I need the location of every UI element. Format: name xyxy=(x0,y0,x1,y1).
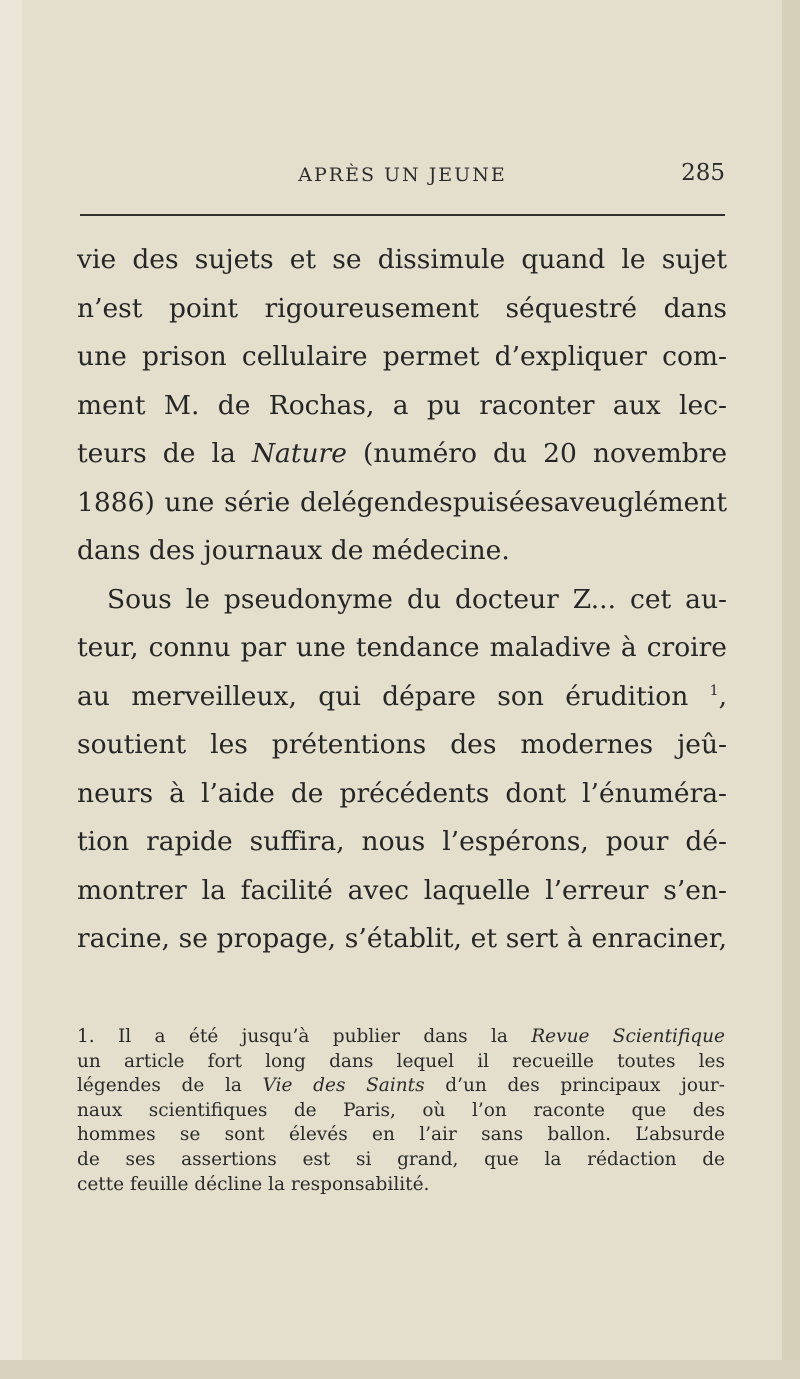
text-line: teur, connu par une tendance maladive à croire xyxy=(77,632,727,663)
text-fragment: d’un des principaux jour- xyxy=(424,1075,725,1097)
paragraph-end-line: dans des journaux de médecine. xyxy=(77,535,510,566)
text-line: n’est point rigoureusement séquestré dans xyxy=(77,292,727,324)
footnote-line: naux scientifiques de Paris, où l’on raconte que des xyxy=(77,1099,725,1121)
text-line: tion rapide suffira, nous l’espérons, pour dé- xyxy=(77,826,727,857)
text-line: neurs à l’aide de précédents dont l’énuméra- xyxy=(77,777,727,809)
text-fragment: 1. Il a été jusqu’à publier dans la xyxy=(77,1026,532,1047)
footnote-line: un article fort long dans lequel il recueille toutes les xyxy=(77,1050,725,1072)
paragraph-start-line: Sous le pseudonyme du docteur Z... cet au- xyxy=(107,583,727,615)
text-line xyxy=(77,430,727,479)
scan-margin-bottom xyxy=(0,1360,800,1379)
header-rule xyxy=(80,214,725,216)
text-fragment: légendes de la xyxy=(77,1075,263,1097)
page-header xyxy=(80,160,725,192)
footnote-line: hommes se sont élevés en l’air sans ballon. L’absurde xyxy=(77,1124,725,1146)
italic-title: Nature xyxy=(251,438,347,469)
text-fragment: (numéro du 20 novembre xyxy=(346,438,728,469)
footnote-line xyxy=(77,1074,725,1099)
text-line: soutient les prétentions des modernes jeû- xyxy=(77,729,727,760)
text-fragment: teurs de la xyxy=(77,438,252,469)
footnote-line xyxy=(77,1025,725,1050)
text-line: montrer la facilité avec laquelle l’erreur s’en- xyxy=(77,874,727,906)
running-head: APRÈS UN JEUNE xyxy=(298,164,507,186)
footnote xyxy=(77,1025,725,1197)
text-line: 1886) une série delégendespuiséesaveuglément xyxy=(77,486,727,518)
scan-margin-right xyxy=(782,0,800,1379)
footnote-line: cette feuille décline la responsabilité. xyxy=(77,1173,430,1195)
text-fragment: au merveilleux, qui dépare son érudition xyxy=(77,680,710,712)
text-line xyxy=(77,673,727,722)
footnote-ref: 1 xyxy=(709,682,719,699)
italic-title: Vie des Saints xyxy=(262,1075,425,1097)
footnote-line: de ses assertions est si grand, que la rédaction de xyxy=(77,1148,725,1170)
text-line: ment M. de Rochas, a pu raconter aux lec- xyxy=(77,389,727,421)
text-line: racine, se propage, s’établit, et sert à enraciner, xyxy=(77,923,727,954)
page-number: 285 xyxy=(681,160,725,186)
text-line: une prison cellulaire permet d’expliquer com- xyxy=(77,341,727,372)
text-fragment: , xyxy=(718,680,727,712)
italic-title: Revue Scientifique xyxy=(531,1026,725,1047)
main-text xyxy=(77,236,727,964)
scan-margin-left xyxy=(0,0,22,1379)
text-line: vie des sujets et se dissimule quand le sujet xyxy=(77,244,727,275)
